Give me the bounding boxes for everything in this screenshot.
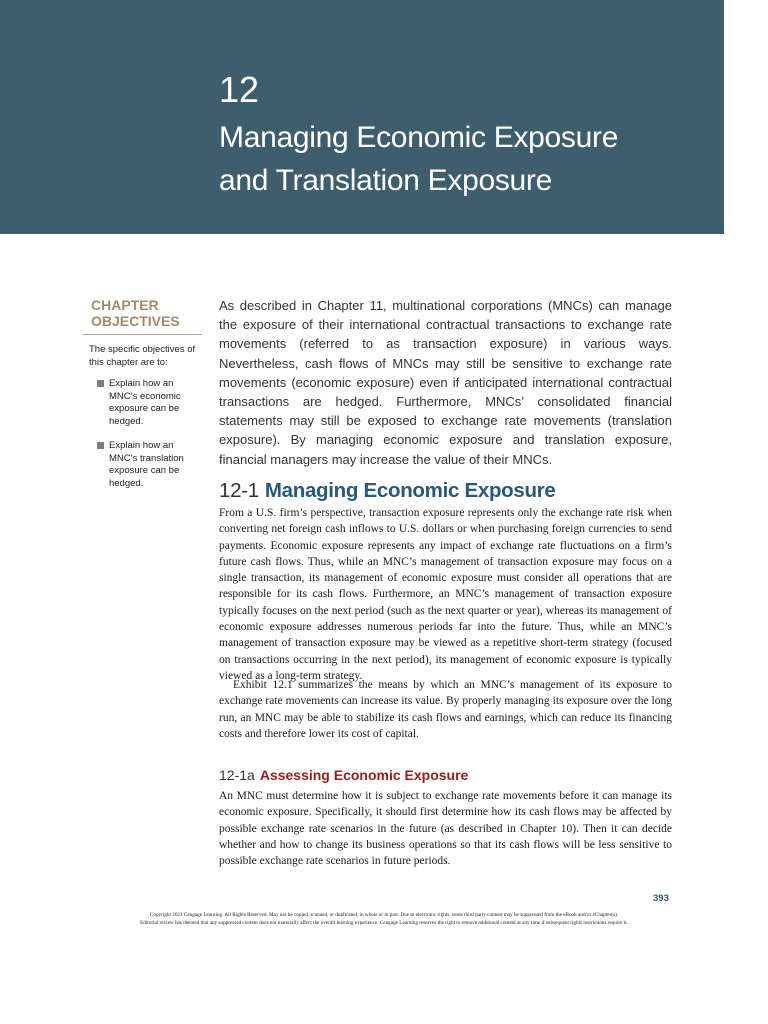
subsection-heading [219, 766, 468, 784]
square-bullet-icon [97, 380, 104, 387]
objective-item [97, 440, 201, 490]
copyright-notice [40, 911, 728, 927]
objectives-heading-line-2: OBJECTIVES [91, 313, 180, 329]
subsection-number: 12-1a [219, 767, 255, 783]
section-paragraph-1: From a U.S. firm’s perspective, transaction exposure represents only the exchange rate risk when converting net foreign cash inflows to U.S. dollars or when purchasing foreign currencies to send payments. Economic exposure represents any impact of exchange rate fluctuations on a firm’s future cash flows. Thus, while an MNC’s management of transaction exposure may focus on a single transaction, its management of economic exposure must consider all operations that are responsible for its cash flows. Furthermore, an MNC’s management of transaction exposure typically focuses on the next period (such as the next quarter or year), whereas its management of economic exposure addresses numerous periods far into the future. Thus, while an MNC’s management of transaction exposure may be viewed as a repetitive short-term strategy (focused on transactions occurring in the next period), its management of economic exposure is typically viewed as a long-term strategy. [219, 507, 672, 682]
chapter-title [219, 116, 714, 202]
objectives-heading-line-1: CHAPTER [91, 297, 159, 313]
page-number: 393 [653, 893, 669, 904]
copyright-line-2: Editorial review has deemed that any suppressed content does not materially affect the overall learning experience. Cengage Learning reserves the right to remove additional content at any time if subsequent rights restrictions require it. [140, 920, 628, 926]
square-bullet-icon [97, 442, 104, 449]
objectives-divider [83, 334, 202, 335]
section-heading [219, 478, 556, 504]
chapter-objectives-heading [91, 297, 180, 329]
objectives-intro: The specific objectives of this chapter are to: [89, 344, 196, 368]
chapter-number: 12 [219, 69, 260, 110]
copyright-line-1: Copyright 2021 Cengage Learning. All Rights Reserved. May not be copied, scanned, or duplicated, in whole or in part. Due to electronic rights, some third party content may be suppressed from the eBook and/or eChapter(s). [149, 912, 619, 918]
chapter-title-line-1: Managing Economic Exposure [219, 121, 619, 154]
subsection-paragraph: An MNC must determine how it is subject to exchange rate movements before it can manage its economic exposure. Specifically, it should first determine how its cash flows may be affected by possible exchange rate scenarios in the future (as described in Chapter 10). Then it can decide whether and how to change its business operations so that its cash flows will be less sensitive to possible exchange rate scenarios in future periods. [219, 790, 672, 868]
section-number: 12-1 [219, 479, 259, 502]
chapter-title-line-2: and Translation Exposure [219, 164, 553, 197]
objective-item [97, 378, 201, 428]
objective-text: Explain how an MNC’s economic exposure can be hedged. [109, 378, 181, 427]
intro-paragraph: As described in Chapter 11, multinational corporations (MNCs) can manage the exposure of their international contractual transactions to exchange rate movements (referred to as transaction exposure) in various ways. Nevertheless, cash flows of MNCs may still be sensitive to exchange rate movements (economic exposure) even if anticipated international contractual transactions are hedged. Furthermore, MNCs’ consolidated financial statements may still be exposed to exchange rate movements (translation exposure). By managing economic exposure and translation exposure, financial managers may increase the value of their MNCs. [219, 298, 672, 467]
section-paragraph-2: Exhibit 12.1 summarizes the means by which an MNC’s management of its exposure to exchange rate movements can increase its value. By properly managing its exposure over the long run, an MNC may be able to stabilize its cash flows and earnings, which can reduce its financing costs and therefore lower its cost of capital. [219, 679, 672, 740]
section-title: Managing Economic Exposure [264, 479, 556, 502]
subsection-title: Assessing Economic Exposure [259, 767, 469, 783]
objective-text: Explain how an MNC’s translation exposure can be hedged. [109, 440, 184, 489]
chapter-header-banner [0, 0, 724, 234]
objectives-list [97, 378, 201, 502]
